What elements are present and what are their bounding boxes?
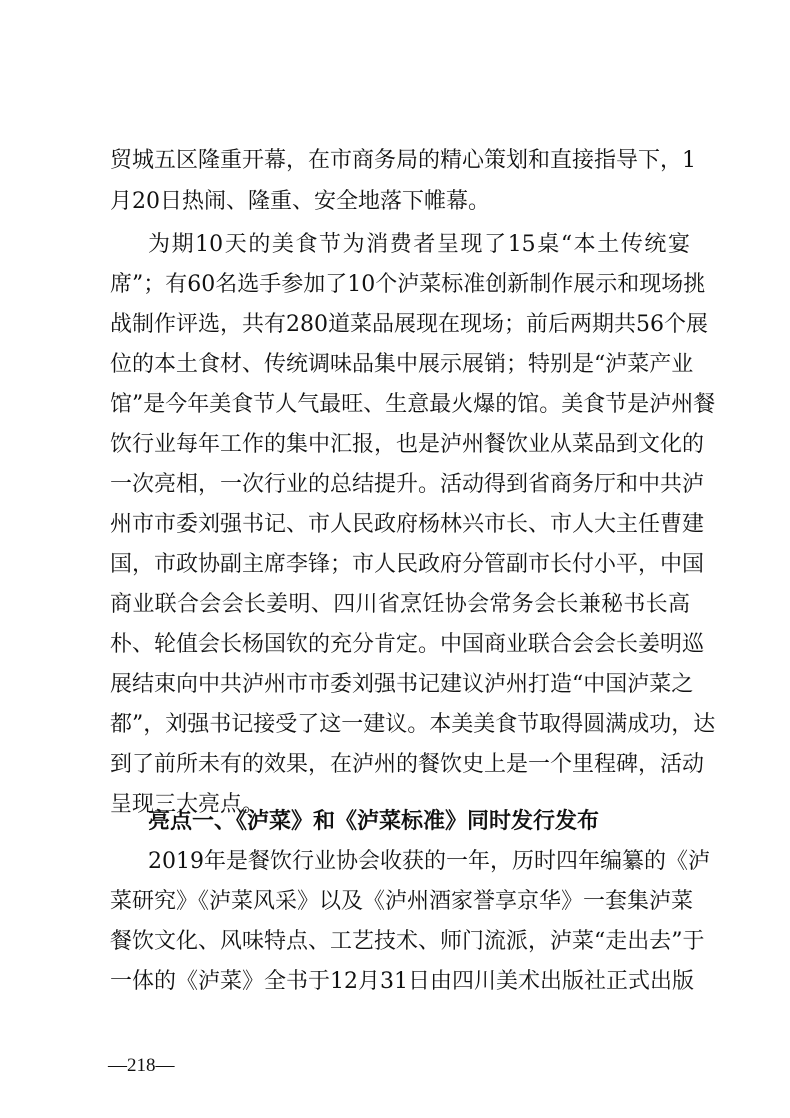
paragraph-2-line-13: 都”，刘强书记接受了这一建议。本美美食节取得圆满成功，达 bbox=[110, 712, 716, 737]
section-heading: 亮点一、《泸菜》和《泸菜标准》同时发行发布 bbox=[148, 808, 600, 834]
paragraph-2-line-2: 席”；有60名选手参加了10个泸菜标准创新制作展示和现场挑 bbox=[110, 272, 706, 297]
paragraph-2-line-12: 展结束向中共泸州市市委刘强书记建议泸州打造“中国泸菜之 bbox=[110, 672, 694, 697]
page-number: —218— bbox=[108, 1055, 175, 1076]
paragraph-2-line-9: 国，市政协副主席李锋；市人民政府分管副市长付小平，中国 bbox=[110, 552, 705, 577]
paragraph-2-line-4: 位的本土食材、传统调味品集中展示展销；特别是“泸菜产业 bbox=[110, 352, 694, 377]
paragraph-3-line-4: 一体的《泸菜》全书于12月31日由四川美术出版社正式出版 bbox=[110, 969, 694, 994]
paragraph-2-line-11: 朴、轮值会长杨国钦的充分肯定。中国商业联合会会长姜明巡 bbox=[110, 632, 705, 657]
paragraph-2-line-7: 一次亮相，一次行业的总结提升。活动得到省商务厅和中共泸 bbox=[110, 472, 705, 497]
paragraph-2-line-5: 馆”是今年美食节人气最旺、生意最火爆的馆。美食节是泸州餐 bbox=[110, 392, 716, 417]
paragraph-2-line-8: 州市市委刘强书记、市人民政府杨林兴市长、市人大主任曹建 bbox=[110, 512, 705, 537]
paragraph-1-line-2: 月20日热闹、隆重、安全地落下帷幕。 bbox=[110, 189, 490, 214]
paragraph-2-line-6: 饮行业每年工作的集中汇报，也是泸州餐饮业从菜品到文化的 bbox=[110, 432, 705, 457]
paragraph-2-line-10: 商业联合会会长姜明、四川省烹饪协会常务会长兼秘书长高 bbox=[110, 592, 690, 617]
paragraph-2-line-1: 为期10天的美食节为消费者呈现了15桌“本土传统宴 bbox=[148, 232, 690, 257]
paragraph-2-line-14: 到了前所未有的效果，在泸州的餐饮史上是一个里程碑，活动 bbox=[110, 752, 705, 777]
paragraph-2-line-3: 战制作评选，共有280道菜品展现在现场；前后两期共56个展 bbox=[110, 312, 708, 337]
paragraph-3-line-2: 菜研究》《泸菜风采》以及《泸州酒家誉享京华》一套集泸菜 bbox=[110, 889, 694, 914]
paragraph-2-line-15: 呈现三大亮点。 bbox=[110, 792, 265, 817]
paragraph-3-line-3: 餐饮文化、风味特点、工艺技术、师门流派，泸菜“走出去”于 bbox=[110, 929, 705, 954]
paragraph-3-line-1: 2019年是餐饮行业协会收获的一年，历时四年编纂的《泸 bbox=[148, 849, 710, 874]
paragraph-1-line-1: 贸城五区隆重开幕，在市商务局的精心策划和直接指导下，1 bbox=[110, 148, 696, 173]
